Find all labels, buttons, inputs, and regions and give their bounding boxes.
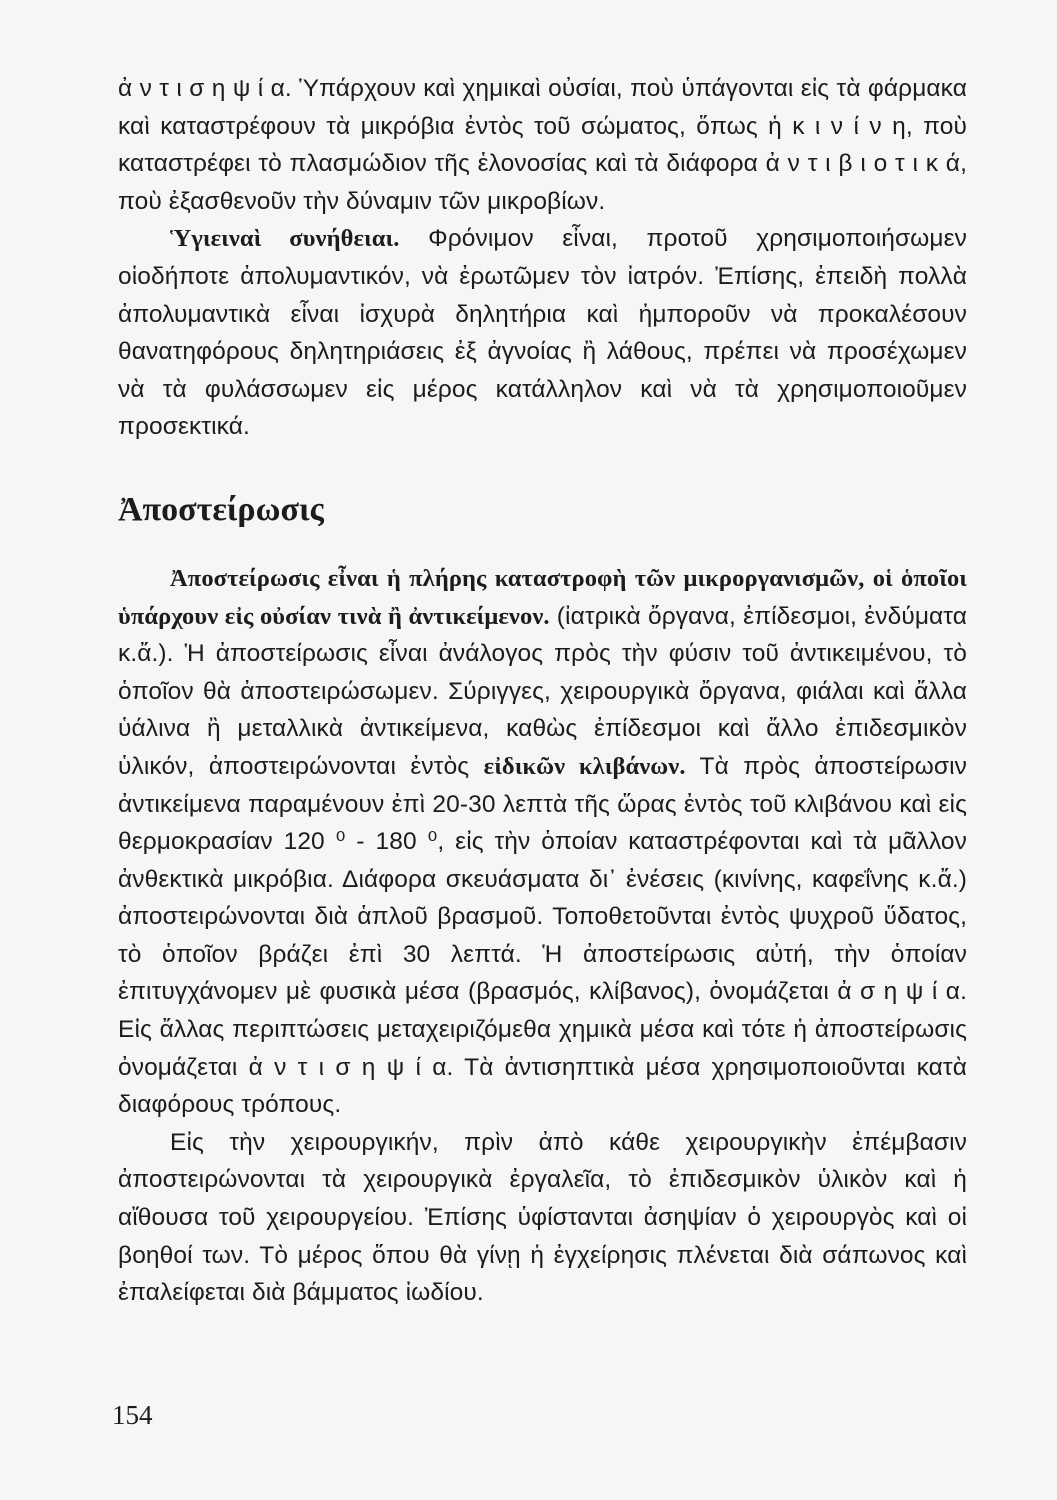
- paragraph-sterilization: [118, 560, 967, 1124]
- term-antibiotika: ἀ ν τ ι β ι ο τ ι κ ά: [765, 150, 961, 178]
- definition-lead: Ἀποστείρωσις εἶναι ἡ πλήρης καταστροφὴ τῶν μικροργανισμῶν, οἱ ὁποῖοι ὑπάρχουν εἰς οὐσίαν τινὰ ἢ ἀντικείμενον.: [118, 564, 967, 630]
- paragraph-text: Τὰ πρὸς ἀποστείρωσιν ἀντικείμενα παραμένουν ἐπὶ 20-30 λεπτὰ τῆς ὥρας ἐντὸς τοῦ κλιβάνου καὶ εἰς θερμοκρασίαν 120 ⁰ - 180 ⁰, εἰς τὴν ὁποίαν καταστρέφονται καὶ τὰ μᾶλλον ἀνθεκτικὰ μικρόβια. Διάφορα σκευάσματα δι᾽ ἐνέσεις (κινίνης, καφεΐνης κ.ἄ.) ἀποστειρώνονται διὰ ἁπλοῦ βρασμοῦ. Τοποθετοῦνται ἐντὸς ψυχροῦ ὕδατος, τὸ ὁποῖον βράζει ἐπὶ 30 λεπτά. Ἡ ἀποστείρωσις αὐτή, τὴν ὁποίαν ἐπιτυγχάνομεν μὲ φυσικὰ μέσα (βρασμός, κλίβανος), ὀνομάζεται: [118, 752, 967, 1006]
- paragraph-text: ἀ ν τ ι σ η ψ ί α. Ὑπάρχουν καὶ χημικαὶ οὐσίαι, ποὺ ὑπάγονται εἰς τὰ φάρμακα καὶ καταστρέφουν τὰ μικρόβια ἐντὸς τοῦ σώματος, ὅπως ἡ: [118, 75, 967, 140]
- paragraph-text: , ποὺ ἐξασθενοῦν τὴν δύναμιν τῶν μικροβίων.: [118, 150, 967, 215]
- section-heading: Ἀποστείρωσις: [118, 490, 324, 528]
- paragraph-text: . Τὰ ἀντισηπτικὰ μέσα χρησιμοποιοῦνται κατὰ διαφόρους τρόπους.: [118, 1053, 967, 1119]
- paragraph-antisepsis-intro: [118, 70, 967, 220]
- page-number: 154: [112, 1400, 153, 1430]
- paragraph-text: Φρόνιμον εἶναι, προτοῦ χρησιμοποιήσωμεν οἱοδήποτε ἀπολυμαντικόν, νὰ ἐρωτῶμεν τὸν ἰατρόν. Ἐπίσης, ἐπειδὴ πολλὰ ἀπολυμαντικὰ εἶναι ἰσχυρὰ δηλητήρια καὶ ἠμποροῦν νὰ προκαλέσουν θανατηφόρους δηλητηριάσεις ἐξ ἀγνοίας ἢ λάθους, πρέπει νὰ προσέχωμεν νὰ τὰ φυλάσσωμεν εἰς μέρος κατάλληλον καὶ νὰ τὰ χρησιμοποιοῦμεν προσεκτικά.: [118, 225, 967, 441]
- term-asipsia: ἀ σ η ψ ί α: [837, 978, 961, 1006]
- paragraph-text: , ποὺ καταστρέφει τὸ πλασμώδιον τῆς ἑλονοσίας καὶ τὰ διάφορα: [118, 112, 967, 178]
- paragraph-text: (ἰατρικὰ ὄργανα, ἐπίδεσμοι, ἐνδύματα κ.ἄ.). Ἡ ἀποστείρωσις εἶναι ἀνάλογος πρὸς τὴν φύσιν τοῦ ἀντικειμένου, τὸ ὁποῖον θὰ ἀποστειρώσωμεν. Σύριγγες, χειρουργικὰ ὄργανα, φιάλαι καὶ ἄλλα ὑάλινα ἢ μεταλλικὰ ἀντικείμενα, καθὼς ἐπίδεσμοι καὶ ἄλλο ἐπιδεσμικὸν ὑλικόν, ἀποστειρώνονται ἐντὸς: [118, 602, 967, 780]
- term-antisipsia: ἀ ν τ ι σ η ψ ί α: [248, 1053, 447, 1081]
- paragraph-hygiene-habits: [118, 220, 967, 446]
- paragraph-lead: Ὑγιειναὶ συνήθειαι.: [170, 225, 400, 253]
- paragraph-text: . Εἰς ἄλλας περιπτώσεις μεταχειριζόμεθα χημικὰ μέσα καὶ τότε ἡ ἀποστείρωσις ὀνομάζεται: [118, 978, 967, 1081]
- paragraph-surgery: Εἰς τὴν χειρουργικήν, πρὶν ἀπὸ κάθε χειρουργικὴν ἐπέμβασιν ἀποστειρώνονται τὰ χειρουργικὰ ἐργαλεῖα, τὸ ἐπιδεσμικὸν ὑλικὸν καὶ ἡ αἴθουσα τοῦ χειρουργείου. Ἐπίσης ὑφίστανται ἀσηψίαν ὁ χειρουργὸς καὶ οἱ βοηθοί των. Τὸ μέρος ὅπου θὰ γίνῃ ἡ ἐγχείρησις πλένεται διὰ σάπωνος καὶ ἐπαλείφεται διὰ βάμματος ἰωδίου.: [118, 1128, 967, 1307]
- term-klibanoi: εἰδικῶν κλιβάνων.: [483, 752, 686, 780]
- term-kinini: κ ι ν ί ν η: [792, 112, 906, 140]
